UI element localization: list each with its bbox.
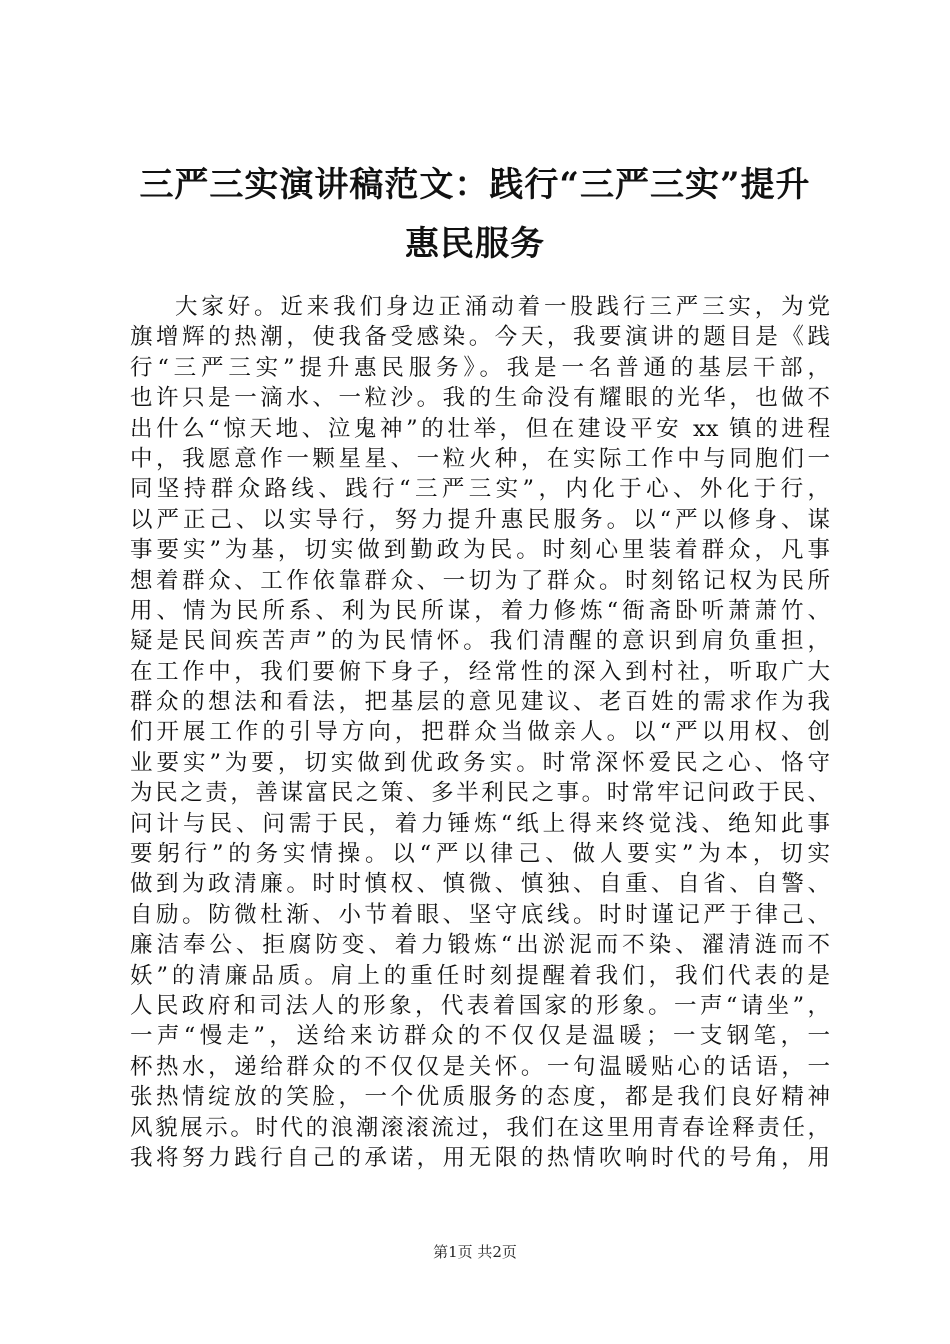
body-line: 以严正己、以实导行，努力提升惠民服务。以“严以修身、谋: [130, 506, 830, 533]
body-line: 要躬行”的务实情操。以“严以律己、做人要实”为本，切实: [130, 841, 830, 868]
body-line: 为民之责，善谋富民之策、多半利民之事。时常牢记问政于民、: [130, 780, 830, 807]
body-line: 们开展工作的引导方向，把群众当做亲人。以“严以用权、创: [130, 719, 830, 746]
document-title-line-1: 三严三实演讲稿范文：践行“三严三实”提升: [139, 165, 811, 205]
body-line: 大家好。近来我们身边正涌动着一股践行三严三实，为党: [175, 294, 830, 320]
document-title-line-2: 惠民服务: [405, 224, 545, 264]
body-line: 行“三严三实”提升惠民服务》。我是一名普通的基层干部，: [130, 354, 830, 381]
body-line: 问计与民、问需于民，着力锤炼“纸上得来终觉浅、绝知此事: [130, 810, 830, 837]
body-line: 一声“慢走”，送给来访群众的不仅仅是温暖；一支钢笔，一: [130, 1023, 830, 1050]
body-line: 群众的想法和看法，把基层的意见建议、老百姓的需求作为我: [130, 689, 830, 716]
body-line: 做到为政清廉。时时慎权、慎微、慎独、自重、自省、自警、: [130, 871, 830, 898]
body-line: 旗增辉的热潮，使我备受感染。今天，我要演讲的题目是《践: [130, 324, 830, 351]
document-body: [130, 292, 830, 1173]
body-line: 廉洁奉公、拒腐防变、着力锻炼“出淤泥而不染、濯清涟而不: [130, 932, 830, 959]
body-line: 出什么“惊天地、泣鬼神”的壮举，但在建设平安 xx 镇的进程: [130, 415, 830, 442]
body-line: 风貌展示。时代的浪潮滚滚流过，我们在这里用青春诠释责任，: [130, 1114, 830, 1141]
body-line: 疑是民间疾苦声”的为民情怀。我们清醒的意识到肩负重担，: [130, 628, 830, 655]
page-footer: 第1页 共2页: [433, 1243, 517, 1261]
body-line: 人民政府和司法人的形象，代表着国家的形象。一声“请坐”，: [130, 992, 830, 1019]
body-line: 自励。防微杜渐、小节着眼、坚守底线。时时谨记严于律己、: [130, 901, 830, 928]
body-line: 业要实”为要，切实做到优政务实。时常深怀爱民之心、恪守: [130, 749, 830, 776]
body-line: 在工作中，我们要俯下身子，经常性的深入到村社，听取广大: [130, 658, 830, 685]
body-line: 妖”的清廉品质。肩上的重任时刻提醒着我们，我们代表的是: [130, 962, 830, 989]
body-line: 同坚持群众路线、践行“三严三实”，内化于心、外化于行，: [130, 476, 830, 503]
body-line: 想着群众、工作依靠群众、一切为了群众。时刻铭记权为民所: [130, 567, 830, 594]
body-line: 我将努力践行自己的承诺，用无限的热情吹响时代的号角，用: [130, 1144, 830, 1171]
body-line: 杯热水，递给群众的不仅仅是关怀。一句温暖贴心的话语，一: [130, 1053, 830, 1080]
body-line: 用、情为民所系、利为民所谋，着力修炼“衙斋卧听萧萧竹、: [130, 597, 830, 624]
body-line: 也许只是一滴水、一粒沙。我的生命没有耀眼的光华，也做不: [130, 385, 830, 412]
body-line: 中，我愿意作一颗星星、一粒火种，在实际工作中与同胞们一: [130, 445, 830, 472]
body-line: 事要实”为基，切实做到勤政为民。时刻心里装着群众，凡事: [130, 537, 830, 564]
body-line: 张热情绽放的笑脸，一个优质服务的态度，都是我们良好精神: [130, 1084, 830, 1111]
